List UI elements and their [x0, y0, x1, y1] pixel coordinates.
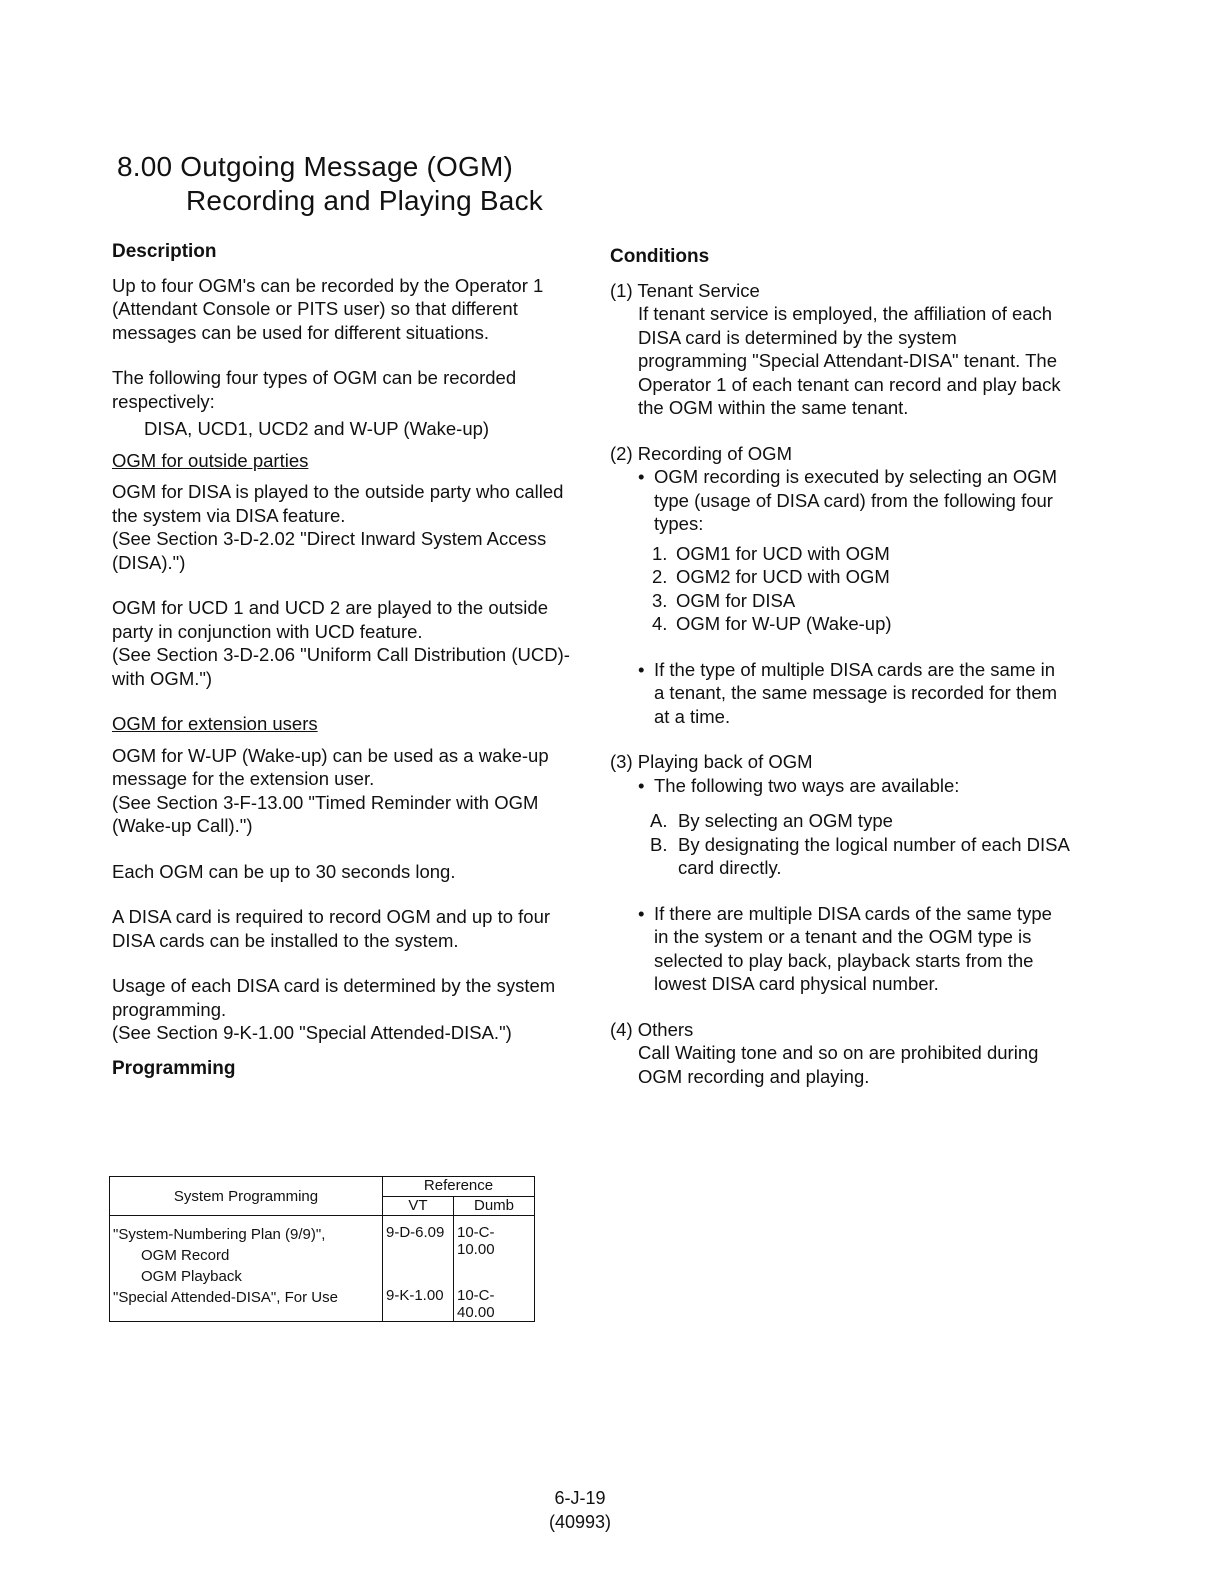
playback-heading: (3) Playing back of OGM	[610, 751, 813, 772]
playback-ways-list	[610, 809, 1070, 880]
others-heading: (4) Others	[610, 1018, 694, 1040]
table-row	[110, 1287, 535, 1322]
disa-text: OGM for DISA is played to the outside party who called the system via DISA feature.	[112, 481, 564, 526]
outside-parties-heading: OGM for outside parties	[112, 449, 309, 471]
list-number: A.	[650, 810, 668, 831]
list-item	[652, 565, 1070, 589]
table-row	[110, 1216, 535, 1288]
header-vt: VT	[383, 1196, 454, 1216]
programming-heading: Programming	[112, 1057, 236, 1079]
disa-paragraph	[112, 480, 582, 574]
ogm-types-list	[610, 542, 1070, 636]
list-text: OGM1 for UCD with OGM	[676, 542, 890, 564]
section-number: 8.00	[117, 151, 173, 182]
list-text: OGM for W-UP (Wake-up)	[676, 613, 892, 634]
types-intro: The following four types of OGM can be recorded respectively:	[112, 367, 517, 412]
list-item	[652, 589, 1070, 613]
list-item	[610, 774, 1070, 798]
list-item	[610, 658, 1070, 729]
list-number: 2.	[652, 566, 668, 587]
others-body: Call Waiting tone and so on are prohibited during OGM recording and playing.	[638, 1042, 1039, 1087]
list-item	[650, 809, 1070, 833]
row2-dumb: 10-C-40.00	[454, 1287, 535, 1322]
header-system-programming: System Programming	[110, 1177, 383, 1216]
ucd-ref: (See Section 3-D-2.06 "Uniform Call Distribution (UCD)-with OGM.")	[112, 644, 570, 689]
list-text: OGM for DISA	[676, 589, 796, 611]
header-dumb: Dumb	[454, 1196, 535, 1216]
list-item	[610, 465, 1070, 536]
bullet-icon: •	[638, 658, 645, 680]
list-number: 1.	[652, 542, 668, 564]
wakeup-ref: (See Section 3-F-13.00 "Timed Reminder with OGM (Wake-up Call).")	[112, 791, 539, 836]
bullet-icon: •	[638, 774, 645, 796]
row1-line-2: OGM Record	[141, 1247, 230, 1264]
playback-bullet-1: The following two ways are available:	[654, 774, 960, 796]
row1-label	[110, 1216, 383, 1288]
page-number: 6-J-19	[554, 1488, 606, 1508]
types-line: DISA, UCD1, UCD2 and W-UP (Wake-up)	[144, 418, 490, 439]
row1-dumb: 10-C-10.00	[454, 1216, 535, 1288]
disa-card-paragraph: A DISA card is required to record OGM and up to four DISA cards can be installed to the system.	[112, 906, 551, 951]
wakeup-paragraph	[112, 744, 582, 838]
list-item	[652, 542, 1070, 566]
list-item	[610, 902, 1070, 996]
disa-ref: (See Section 3-D-2.02 "Direct Inward System Access (DISA).")	[112, 528, 547, 573]
tenant-service-body: If tenant service is employed, the affiliation of each DISA card is determined by the system programming "Special Attendant-DISA" tenant. The Operator 1 of each tenant can record and play back the OGM within the same tenant.	[638, 303, 1061, 418]
row2-vt: 9-K-1.00	[383, 1287, 454, 1322]
length-paragraph: Each OGM can be up to 30 seconds long.	[112, 860, 456, 882]
right-column	[610, 245, 1070, 1110]
left-column	[112, 240, 582, 1090]
ucd-text: OGM for UCD 1 and UCD 2 are played to the outside party in conjunction with UCD feature.	[112, 597, 548, 642]
tenant-service-heading: (1) Tenant Service	[610, 279, 760, 301]
list-text: By selecting an OGM type	[678, 810, 893, 831]
recording-bullet-1: OGM recording is executed by selecting an OGM type (usage of DISA card) from the following four types:	[654, 466, 1058, 534]
title-line-1: Outgoing Message (OGM)	[180, 151, 514, 182]
description-heading: Description	[112, 241, 217, 262]
usage-paragraph	[112, 974, 582, 1045]
row1-vt: 9-D-6.09	[383, 1216, 454, 1288]
list-text: By designating the logical number of each DISA card directly.	[678, 833, 1069, 878]
description-paragraph: Up to four OGM's can be recorded by the Operator 1 (Attendant Console or PITS user) so that different messages can be used for different situations.	[112, 274, 544, 343]
list-text: OGM2 for UCD with OGM	[676, 566, 890, 587]
extension-users-heading: OGM for extension users	[112, 713, 318, 734]
list-number: 4.	[652, 613, 668, 634]
wakeup-text: OGM for W-UP (Wake-up) can be used as a wake-up message for the extension user.	[112, 744, 549, 789]
usage-text: Usage of each DISA card is determined by the system programming.	[112, 975, 556, 1020]
document-code: (40993)	[548, 1512, 612, 1532]
bullet-icon: •	[638, 902, 645, 924]
list-item	[652, 612, 1070, 636]
header-reference: Reference	[383, 1177, 535, 1197]
recording-bullet-2: If the type of multiple DISA cards are the same in a tenant, the same message is recorded for them at a time.	[654, 658, 1058, 727]
list-item	[650, 833, 1070, 880]
list-number: 3.	[652, 589, 668, 611]
playback-bullet-2: If there are multiple DISA cards of the same type in the system or a tenant and the OGM type is selected to play back, playback starts from the lowest DISA card physical number.	[654, 902, 1052, 994]
table-header-row	[110, 1177, 535, 1197]
bullet-icon: •	[638, 466, 645, 487]
row1-line-3: OGM Playback	[141, 1268, 242, 1285]
ucd-paragraph	[112, 596, 582, 690]
row1-line-1: "System-Numbering Plan (9/9)",	[113, 1226, 326, 1243]
conditions-heading: Conditions	[610, 246, 710, 267]
row2-label: "Special Attended-DISA", For Use	[110, 1287, 383, 1322]
programming-table	[109, 1176, 535, 1322]
page-title	[117, 150, 543, 218]
recording-heading: (2) Recording of OGM	[610, 442, 792, 464]
title-line-2: Recording and Playing Back	[186, 185, 543, 216]
usage-ref: (See Section 9-K-1.00 "Special Attended-DISA.")	[112, 1022, 512, 1043]
list-number: B.	[650, 833, 668, 855]
